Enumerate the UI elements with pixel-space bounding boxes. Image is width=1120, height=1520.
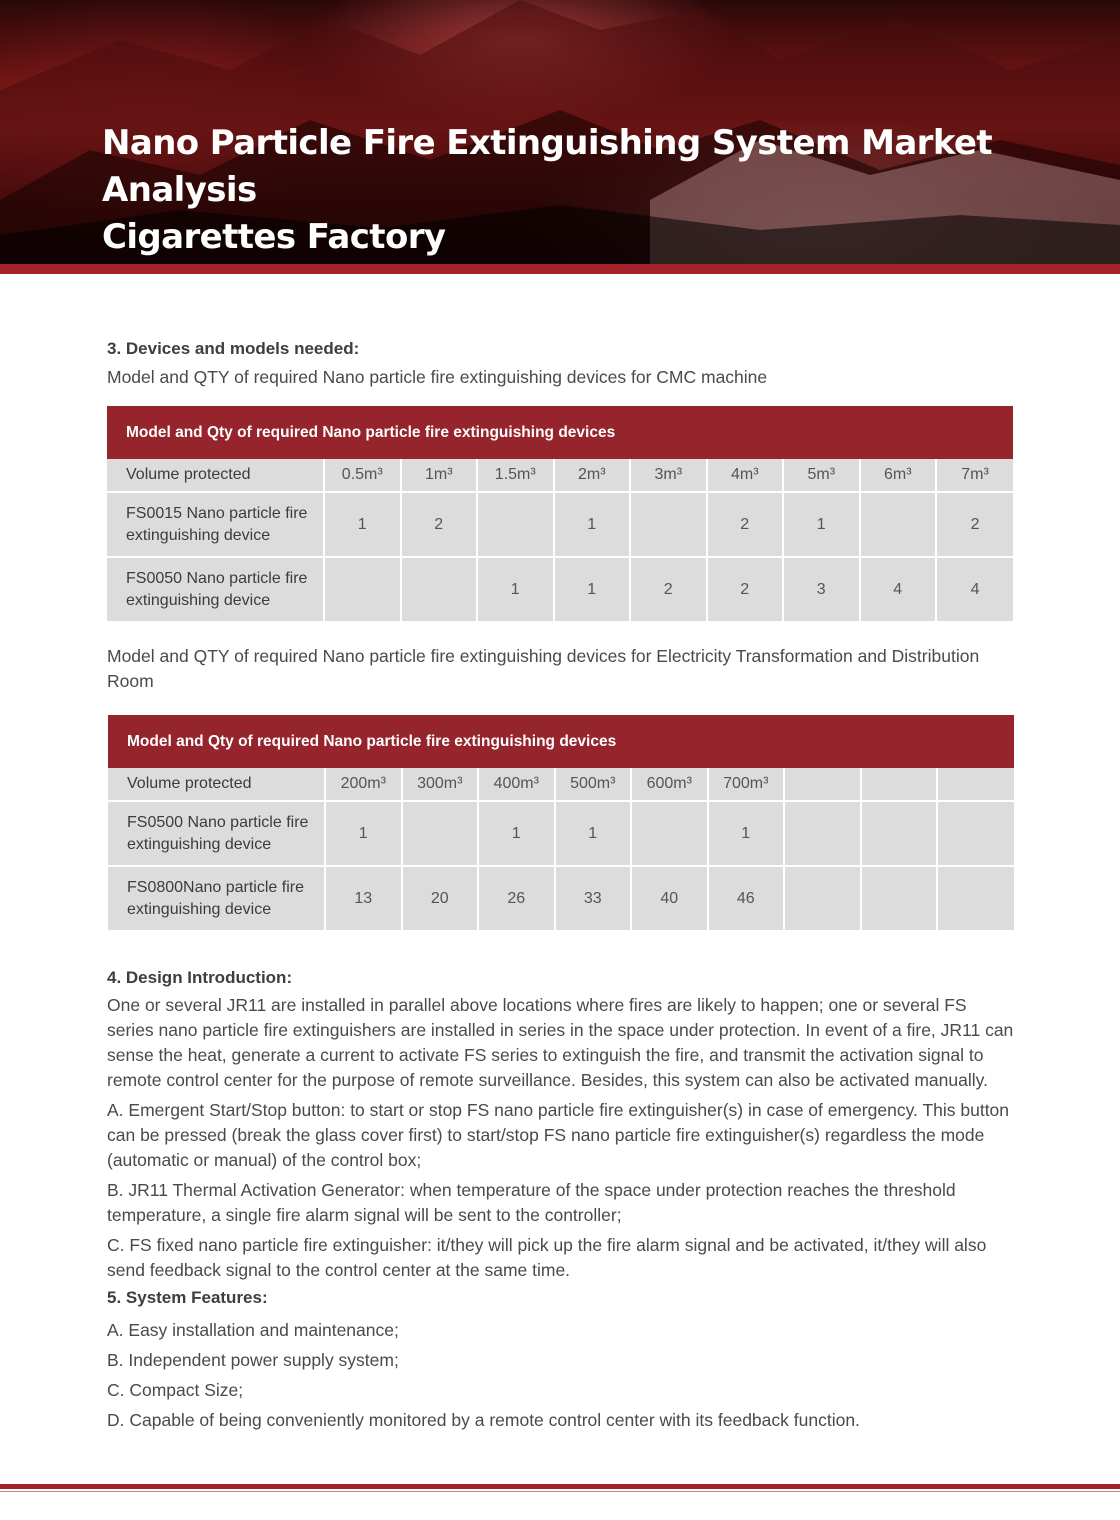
volume-column-header: 2m³ <box>555 459 632 493</box>
quantity-cell: 1 <box>556 802 633 867</box>
volume-protected-label: Volume protected <box>108 768 326 802</box>
quantity-cell <box>785 802 862 867</box>
section-3-intro-transformation: Model and QTY of required Nano particle fire extinguishing devices for Electricity Transformation and Distribution Room <box>107 646 980 691</box>
table-row <box>108 867 1014 932</box>
table-header-row <box>107 459 1013 493</box>
device-model-label: FS0800Nano particle fire extinguishing device <box>108 867 326 932</box>
quantity-cell: 2 <box>937 493 1013 558</box>
feature-item: B. Independent power supply system; <box>107 1350 399 1370</box>
table-caption: Model and Qty of required Nano particle fire extinguishing devices <box>108 715 1014 768</box>
quantity-cell <box>862 867 939 932</box>
quantity-cell <box>631 493 708 558</box>
design-intro-paragraph: One or several JR11 are installed in parallel above locations where fires are likely to happen; one or several FS series nano particle fire extinguishers are installed in series in the space under protection. In event of a fire, JR11 can sense the heat, generate a current to activate FS series to extinguish the fire, and transmit the activation signal to remote control center for the purpose of remote surveillance. Besides, this system can also be activated manually. <box>107 995 1014 1090</box>
volume-column-header: 7m³ <box>937 459 1013 493</box>
page-title <box>102 120 1120 261</box>
quantity-cell: 1 <box>784 493 861 558</box>
quantity-cell <box>938 867 1014 932</box>
volume-column-header: 3m³ <box>631 459 708 493</box>
feature-item: A. Easy installation and maintenance; <box>107 1320 399 1340</box>
volume-column-header: 1m³ <box>402 459 479 493</box>
page-title-line1: Nano Particle Fire Extinguishing System Market Analysis <box>102 123 993 210</box>
design-item-a: A. Emergent Start/Stop button: to start or stop FS nano particle fire extinguisher(s) in case of emergency. This button can be pressed (break the glass cover first) to start/stop FS nano particle fire extinguisher(s) regardless the mode (automatic or manual) of the control box; <box>107 1100 1010 1170</box>
footer-rule <box>0 1484 1120 1489</box>
volume-column-header: 1.5m³ <box>478 459 555 493</box>
device-model-label: FS0050 Nano particle fire extinguishing device <box>107 558 325 623</box>
volume-column-header: 600m³ <box>632 768 709 802</box>
table-caption: Model and Qty of required Nano particle fire extinguishing devices <box>107 406 1013 459</box>
volume-column-header <box>938 768 1014 802</box>
quantity-cell <box>938 802 1014 867</box>
section-4 <box>107 963 1017 1433</box>
section-3-heading: 3. Devices and models needed: <box>107 339 360 358</box>
section-3 <box>107 334 1017 390</box>
quantity-cell <box>403 802 480 867</box>
table-row <box>108 802 1014 867</box>
volume-column-header: 400m³ <box>479 768 556 802</box>
cmc-device-table <box>107 406 1013 623</box>
page-title-line2: Cigarettes Factory <box>102 217 446 257</box>
quantity-cell: 1 <box>479 802 556 867</box>
volume-column-header: 200m³ <box>326 768 403 802</box>
table-row <box>107 493 1013 558</box>
volume-column-header: 5m³ <box>784 459 861 493</box>
quantity-cell: 26 <box>479 867 556 932</box>
quantity-cell <box>785 867 862 932</box>
section-4-heading: 4. Design Introduction: <box>107 968 293 987</box>
feature-item: C. Compact Size; <box>107 1380 244 1400</box>
table-row <box>107 558 1013 623</box>
quantity-cell: 33 <box>556 867 633 932</box>
quantity-cell: 1 <box>555 558 632 623</box>
header-stripe <box>0 264 1120 274</box>
quantity-cell: 20 <box>403 867 480 932</box>
quantity-cell: 2 <box>631 558 708 623</box>
quantity-cell: 1 <box>555 493 632 558</box>
volume-protected-label: Volume protected <box>107 459 325 493</box>
quantity-cell: 40 <box>632 867 709 932</box>
transformation-room-device-table <box>108 715 1014 932</box>
quantity-cell: 1 <box>326 802 403 867</box>
quantity-cell <box>325 558 402 623</box>
header-banner <box>0 0 1120 264</box>
section-5-heading: 5. System Features: <box>107 1288 268 1307</box>
design-item-b: B. JR11 Thermal Activation Generator: when temperature of the space under protection reaches the threshold temperature, a single fire alarm signal will be sent to the controller; <box>107 1180 956 1225</box>
quantity-cell: 1 <box>709 802 786 867</box>
volume-column-header: 700m³ <box>709 768 786 802</box>
volume-column-header <box>862 768 939 802</box>
quantity-cell: 2 <box>708 558 785 623</box>
volume-column-header: 4m³ <box>708 459 785 493</box>
section-3-intro-cmc: Model and QTY of required Nano particle fire extinguishing devices for CMC machine <box>107 367 768 387</box>
volume-column-header: 0.5m³ <box>325 459 402 493</box>
volume-column-header: 300m³ <box>403 768 480 802</box>
quantity-cell: 4 <box>861 558 938 623</box>
quantity-cell <box>402 558 479 623</box>
footer-rule-thin <box>0 1491 1120 1492</box>
quantity-cell: 1 <box>478 558 555 623</box>
quantity-cell: 46 <box>709 867 786 932</box>
table-header-row <box>108 768 1014 802</box>
quantity-cell: 4 <box>937 558 1013 623</box>
quantity-cell <box>632 802 709 867</box>
volume-column-header: 6m³ <box>861 459 938 493</box>
volume-column-header <box>785 768 862 802</box>
quantity-cell <box>862 802 939 867</box>
quantity-cell <box>478 493 555 558</box>
feature-item: D. Capable of being conveniently monitored by a remote control center with its feedback function. <box>107 1410 860 1430</box>
device-model-label: FS0015 Nano particle fire extinguishing device <box>107 493 325 558</box>
volume-column-header: 500m³ <box>556 768 633 802</box>
quantity-cell <box>861 493 938 558</box>
design-item-c: C. FS fixed nano particle fire extinguisher: it/they will pick up the fire alarm signal and be activated, it/they will also send feedback signal to the control center at the same time. <box>107 1235 987 1280</box>
quantity-cell: 3 <box>784 558 861 623</box>
device-model-label: FS0500 Nano particle fire extinguishing device <box>108 802 326 867</box>
quantity-cell: 13 <box>326 867 403 932</box>
quantity-cell: 2 <box>708 493 785 558</box>
section-3-intro-2 <box>107 644 1017 694</box>
quantity-cell: 1 <box>325 493 402 558</box>
quantity-cell: 2 <box>402 493 479 558</box>
